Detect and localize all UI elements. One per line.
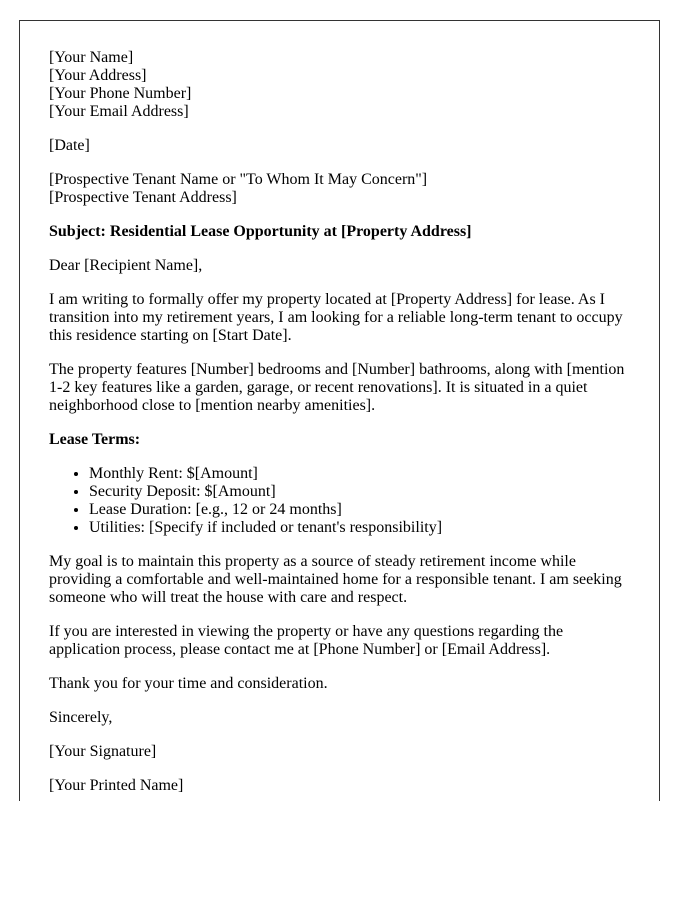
lease-term-security-deposit: • Security Deposit: $[Amount] <box>89 483 630 501</box>
lease-term-monthly-rent: • Monthly Rent: $[Amount] <box>89 465 630 483</box>
recipient-address: [Prospective Tenant Address] <box>49 189 237 206</box>
contact-paragraph: If you are interested in viewing the property or have any questions regarding the application process, please contact me at [Phone Number] or [Email Address]. <box>49 623 564 658</box>
intro-paragraph: I am writing to formally offer my property located at [Property Address] for lease. As I transition into my retirement years, I am looking for a reliable long-term tenant to occupy this residence starting on [Start Date]. <box>49 291 623 344</box>
sender-email: [Your Email Address] <box>49 103 189 120</box>
recipient-name: [Prospective Tenant Name or "To Whom It May Concern"] <box>49 171 428 188</box>
printed-name: [Your Printed Name] <box>49 777 184 794</box>
sender-name: [Your Name] <box>49 49 134 66</box>
features-paragraph: The property features [Number] bedrooms and [Number] bathrooms, along with [mention 1-2 key features like a garden, garage, or recent renovations]. It is situated in a quiet neighborhood close to [mention nearby amenities]. <box>49 361 625 414</box>
goal-paragraph: My goal is to maintain this property as a source of steady retirement income while providing a comfortable and well-maintained home for a responsible tenant. I am seeking someone who will treat the house with care and respect. <box>49 553 622 606</box>
valediction: Sincerely, <box>49 709 113 726</box>
subject-line: Subject: Residential Lease Opportunity at [Property Address] <box>49 223 472 240</box>
recipient-block <box>49 171 630 207</box>
lease-terms-heading: Lease Terms: <box>49 431 141 448</box>
signature: [Your Signature] <box>49 743 157 760</box>
date-block <box>49 137 630 155</box>
letter-page <box>19 20 660 801</box>
lease-term-utilities: • Utilities: [Specify if included or tenant's responsibility] <box>89 519 630 537</box>
letter-date: [Date] <box>49 137 90 154</box>
lease-term-duration: • Lease Duration: [e.g., 12 or 24 months] <box>89 501 630 519</box>
thanks-paragraph: Thank you for your time and consideration. <box>49 675 328 692</box>
lease-terms-list <box>49 465 630 537</box>
sender-block <box>49 49 630 121</box>
salutation: Dear [Recipient Name], <box>49 257 203 274</box>
sender-address: [Your Address] <box>49 67 147 84</box>
sender-phone: [Your Phone Number] <box>49 85 192 102</box>
